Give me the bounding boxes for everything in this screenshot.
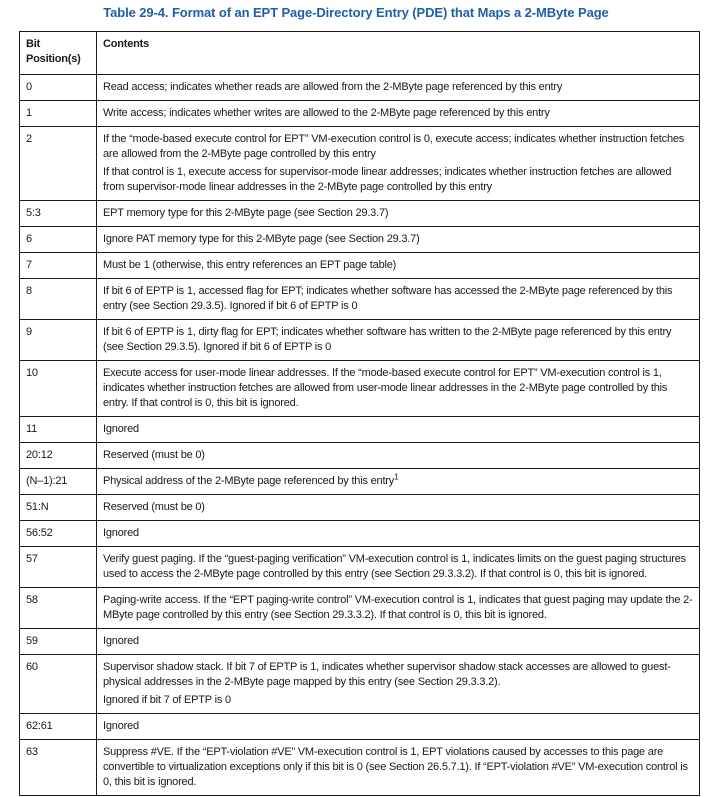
contents-paragraph: [103, 500, 693, 515]
contents-text: If bit 6 of EPTP is 1, dirty flag for EPT; indicates whether software has written to the 2-MByte page referenced by this entry (see Section 29.3.5). Ignored if bit 6 of EPTP is 0: [103, 326, 672, 353]
table-row: [20, 655, 700, 714]
contents-text: EPT memory type for this 2-MByte page (see Section 29.3.7): [103, 207, 389, 219]
contents-text: Ignored: [103, 423, 139, 435]
bit-position-cell: 59: [20, 629, 97, 655]
contents-paragraph: [103, 325, 693, 355]
contents-text: Ignored: [103, 720, 139, 732]
bit-position-cell: 57: [20, 547, 97, 588]
footnote-marker: 1: [394, 472, 399, 482]
table-row: [20, 417, 700, 443]
contents-paragraph: [103, 693, 693, 708]
contents-text: Supervisor shadow stack. If bit 7 of EPTP is 1, indicates whether supervisor shadow stack accesses are allowed to guest-physical addresses in the 2-MByte page mapped by this entry (see Section 29.3.3.2).: [103, 661, 671, 688]
table-row: [20, 320, 700, 361]
contents-cell: [97, 361, 700, 417]
bit-position-cell: 8: [20, 279, 97, 320]
contents-paragraph: [103, 474, 693, 489]
contents-cell: [97, 417, 700, 443]
table-header-row: [20, 32, 700, 75]
bit-position-cell: 7: [20, 253, 97, 279]
contents-paragraph: [103, 284, 693, 314]
contents-paragraph: [103, 165, 693, 195]
contents-cell: [97, 227, 700, 253]
bit-position-cell: 58: [20, 588, 97, 629]
contents-cell: [97, 201, 700, 227]
table-row: [20, 629, 700, 655]
contents-paragraph: [103, 634, 693, 649]
table-row: [20, 253, 700, 279]
contents-paragraph: [103, 106, 693, 121]
contents-text: Ignored: [103, 527, 139, 539]
contents-cell: [97, 101, 700, 127]
header-bit-position: Bit Position(s): [20, 32, 97, 75]
contents-cell: [97, 75, 700, 101]
table-row: [20, 443, 700, 469]
contents-cell: [97, 495, 700, 521]
table-row: [20, 361, 700, 417]
bit-position-cell: 6: [20, 227, 97, 253]
bit-position-cell: 63: [20, 740, 97, 796]
contents-text: Reserved (must be 0): [103, 501, 205, 513]
bit-position-cell: 9: [20, 320, 97, 361]
contents-text: Physical address of the 2-MByte page referenced by this entry: [103, 475, 395, 487]
contents-paragraph: [103, 206, 693, 221]
contents-cell: [97, 714, 700, 740]
bit-position-cell: 5:3: [20, 201, 97, 227]
table-row: [20, 279, 700, 320]
contents-text: If that control is 1, execute access for supervisor-mode linear addresses; indicates whether instruction fetches are allowed from supervisor-mode linear addresses in the 2-MByte page controlled by this entry: [103, 166, 672, 193]
bit-position-cell: 0: [20, 75, 97, 101]
table-row: [20, 101, 700, 127]
contents-cell: [97, 547, 700, 588]
contents-paragraph: [103, 719, 693, 734]
contents-cell: [97, 740, 700, 796]
contents-cell: [97, 655, 700, 714]
header-contents: Contents: [97, 32, 700, 75]
contents-text: If bit 6 of EPTP is 1, accessed flag for EPT; indicates whether software has accessed the 2-MByte page referenced by this entry (see Section 29.3.5). Ignored if bit 6 of EPTP is 0: [103, 285, 673, 312]
bit-position-cell: 10: [20, 361, 97, 417]
table-row: [20, 547, 700, 588]
contents-cell: [97, 443, 700, 469]
contents-paragraph: [103, 80, 693, 95]
contents-paragraph: [103, 448, 693, 463]
table-row: [20, 588, 700, 629]
table-row: [20, 521, 700, 547]
table-body: [20, 75, 700, 796]
contents-text: Paging-write access. If the “EPT paging-write control” VM-execution control is 1, indicates that guest paging may update the 2-MByte page controlled by this entry (see Section 29.3.3.2). If that control is 0, this bit is ignored.: [103, 594, 693, 621]
bit-position-cell: 51:N: [20, 495, 97, 521]
bit-position-cell: 20:12: [20, 443, 97, 469]
contents-text: Verify guest paging. If the “guest-paging verification” VM-execution control is 1, indicates limits on the guest paging structures used to access the 2-MByte page controlled by this entry (see Section 29.3.3.2). If that control is 0, this bit is ignored.: [103, 553, 686, 580]
contents-text: Reserved (must be 0): [103, 449, 205, 461]
bit-position-cell: 60: [20, 655, 97, 714]
table-row: [20, 201, 700, 227]
contents-text: Ignored if bit 7 of EPTP is 0: [103, 694, 231, 706]
contents-cell: [97, 320, 700, 361]
bit-position-cell: 11: [20, 417, 97, 443]
contents-paragraph: [103, 745, 693, 790]
contents-text: Write access; indicates whether writes are allowed to the 2-MByte page referenced by this entry: [103, 107, 550, 119]
table-row: [20, 740, 700, 796]
contents-cell: [97, 629, 700, 655]
contents-cell: [97, 279, 700, 320]
table-row: [20, 495, 700, 521]
contents-paragraph: [103, 232, 693, 247]
table-row: [20, 227, 700, 253]
contents-cell: [97, 521, 700, 547]
table-caption: Table 29-4. Format of an EPT Page-Directory Entry (PDE) that Maps a 2-MByte Page: [103, 5, 609, 20]
table-row: [20, 469, 700, 495]
contents-paragraph: [103, 422, 693, 437]
table-row: [20, 75, 700, 101]
table-row: [20, 127, 700, 201]
contents-text: Read access; indicates whether reads are allowed from the 2-MByte page referenced by this entry: [103, 81, 563, 93]
contents-paragraph: [103, 132, 693, 162]
contents-text: Ignore PAT memory type for this 2-MByte page (see Section 29.3.7): [103, 233, 420, 245]
contents-text: If the “mode-based execute control for EPT” VM-execution control is 0, execute access; indicates whether instruction fetches are allowed from the 2-MByte page controlled by this entry: [103, 133, 685, 160]
contents-paragraph: [103, 526, 693, 541]
contents-paragraph: [103, 552, 693, 582]
contents-paragraph: [103, 258, 693, 273]
bit-position-cell: (N–1):21: [20, 469, 97, 495]
bit-position-cell: 62:61: [20, 714, 97, 740]
contents-text: Ignored: [103, 635, 139, 647]
contents-paragraph: [103, 593, 693, 623]
contents-cell: [97, 127, 700, 201]
bit-position-cell: 2: [20, 127, 97, 201]
contents-text: Suppress #VE. If the “EPT-violation #VE” VM-execution control is 1, EPT violations caused by accesses to this page are convertible to virtualization exceptions only if this bit is 0 (see Section 26.5.7.1). If “EPT-violation #VE” VM-execution control is 0, this bit is ignored.: [103, 746, 688, 788]
pde-format-table: [19, 31, 700, 796]
contents-text: Must be 1 (otherwise, this entry references an EPT page table): [103, 259, 397, 271]
contents-paragraph: [103, 660, 693, 690]
table-row: [20, 714, 700, 740]
contents-cell: [97, 469, 700, 495]
contents-cell: [97, 253, 700, 279]
bit-position-cell: 1: [20, 101, 97, 127]
bit-position-cell: 56:52: [20, 521, 97, 547]
contents-cell: [97, 588, 700, 629]
contents-paragraph: [103, 366, 693, 411]
contents-text: Execute access for user-mode linear addresses. If the “mode-based execute control for EPT” VM-execution control is 1, indicates whether instruction fetches are allowed from user-mode linear addresses in the 2-MByte page controlled by this entry. If that control is 0, this bit is ignored.: [103, 367, 668, 409]
